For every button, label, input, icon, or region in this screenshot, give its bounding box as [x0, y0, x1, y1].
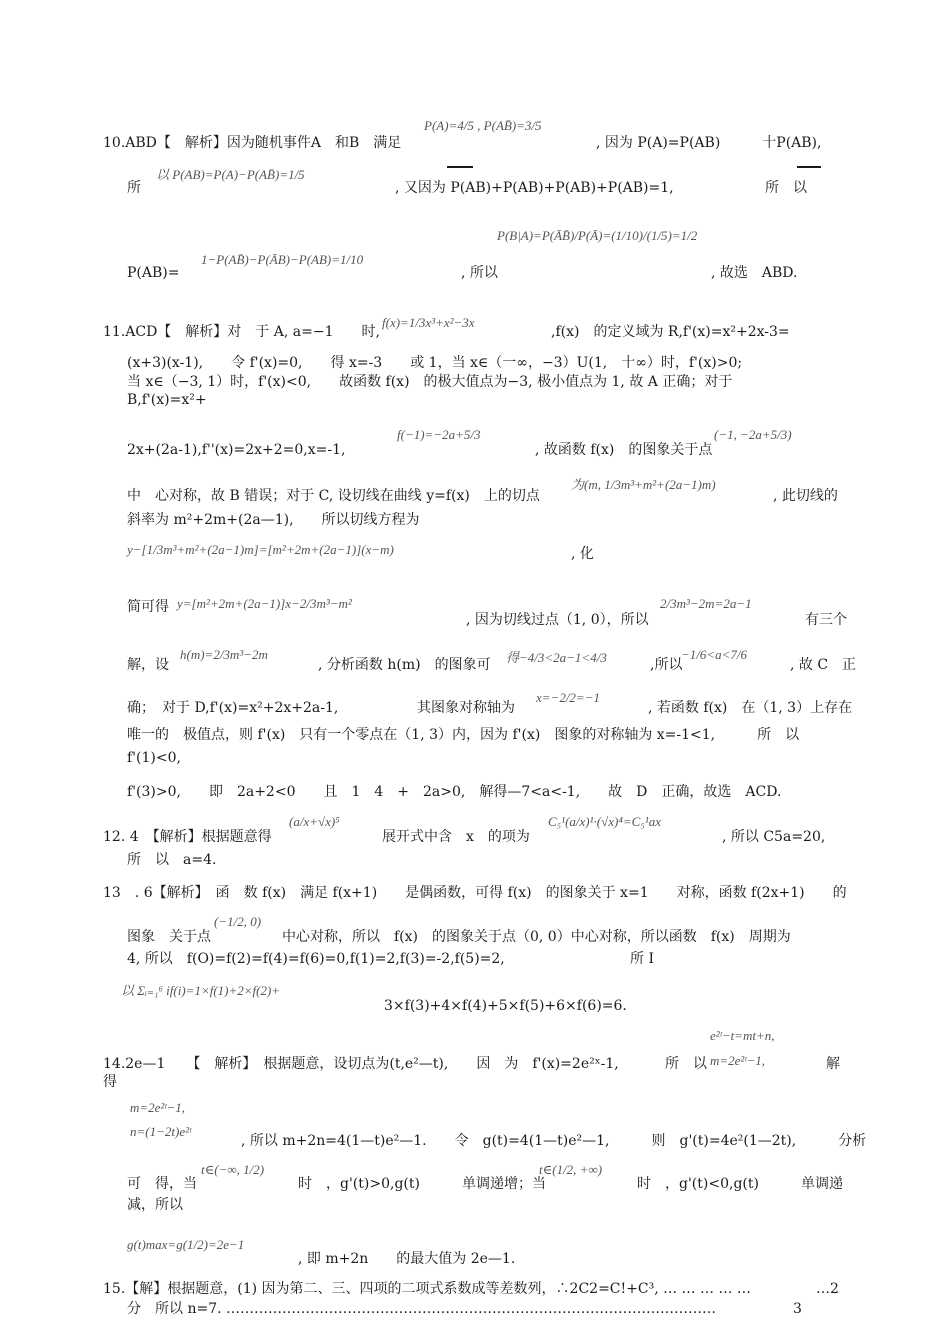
q11-line9-mid: , 因为切线过点（1, 0），所以: [466, 612, 649, 628]
q14-line2: 得: [103, 1074, 117, 1090]
q13-line3: 4, 所以 f(O)=f(2)=f(4)=f(6)=0,f(1)=2,f(3)=-2,f(5)=2,: [127, 951, 505, 967]
q11-line10: 解，设: [127, 657, 169, 673]
q14-line6: 减，所以: [127, 1197, 183, 1213]
q10-formula-2: 以 P(AB)=P(A)−P(AB̄)=1/5: [156, 167, 305, 182]
q11-line3: 当 x∈（−3, 1）时，f'(x)<0, 故函数 f(x) 的极大值点为−3, 极小值点为 1, 故 A 正确；对于: [127, 374, 733, 390]
q11-line5-mid: , 故函数 f(x) 的图象关于点: [535, 442, 713, 458]
q14-line1-tail: 解: [826, 1056, 840, 1072]
q11-line8-tail: , 化: [571, 546, 594, 562]
q12-line1-mid: 展开式中含 x 的项为: [382, 829, 530, 845]
q10-line2-start: 所: [127, 180, 141, 196]
q10-line4-mid: , 所以: [461, 265, 498, 281]
q10-overline-1: [447, 166, 473, 168]
q13-line2: 图象 关于点: [127, 929, 211, 945]
q11-line10-mid2: ,所以: [650, 657, 683, 673]
q12-line1: 12. 4 【解析】根据题意得: [103, 829, 272, 845]
q14-line1: 14.2e—1 【 解析】 根据题意，设切点为(t,e²—t), 因 为 f'(x)=2e²ˣ-1,: [103, 1056, 619, 1072]
q10-line1-tail: , 因为 P(A)=P(AB) 十P(AB),: [596, 135, 822, 151]
q13-formula-2: 以 Σᵢ₌₁⁶ if(i)=1×f(1)+2×f(2)+: [121, 983, 281, 998]
q10-line1: 10.ABD【 解析】因为随机事件A 和B 满足: [103, 135, 402, 151]
q13-line3-tail: 所 I: [630, 951, 654, 967]
q11-formula-3: (−1, −2a+5/3): [714, 427, 792, 442]
q11-line5: 2x+(2a-1),f''(x)=2x+2=0,x=-1,: [127, 442, 346, 458]
q11-line10-tail: , 故 C 正: [790, 657, 857, 673]
q11-line7: 斜率为 m²+2m+(2a—1), 所以切线方程为: [127, 512, 420, 528]
q12-line1-tail: , 所以 C5a=20,: [722, 829, 826, 845]
q10-line2-mid: , 又因为 P(AB)+P(AB)+P(AB)+P(AB)=1,: [395, 180, 674, 196]
q15-line2-tail: 3: [793, 1301, 802, 1317]
q11-line6: 中 心对称，故 B 错误；对于 C, 设切线在曲线 y=f(x) 上的切点: [127, 488, 540, 504]
q14-formula-3: g(t)max=g(1/2)=2e−1: [127, 1237, 245, 1252]
q11-formula-5: y−[1/3m³+m²+(2a−1)m]=[m²+2m+(2a−1)](x−m): [127, 542, 394, 557]
q12-answer: 所 以 a=4.: [127, 852, 217, 868]
q14-line1-mid: 所 以: [665, 1056, 707, 1072]
q15-line2: 分 所以 n=7. ……………………………………………………………………………………………: [127, 1301, 717, 1317]
q11-formula-2: f(−1)=−2a+5/3: [397, 427, 481, 442]
q11-line11-tail: , 若函数 f(x) 在（1, 3）上存在: [648, 700, 853, 716]
q14-formula-2: t∈(1/2, +∞): [539, 1162, 603, 1177]
q11-formula-11: x=−2/2=−1: [536, 690, 600, 705]
q11-line6-tail: , 此切线的: [773, 488, 838, 504]
q14-system-4: n=(1−2t)e²ᵗ: [130, 1124, 192, 1139]
q10-overline-2: [797, 166, 821, 168]
q11-formula-9: 得−4/3<2a−1<4/3: [506, 650, 607, 665]
q10-line2-end: 所 以: [765, 180, 807, 196]
q15-line1-tail: …2: [816, 1281, 839, 1297]
q10-answer: , 故选 ABD.: [711, 265, 798, 281]
q11-formula-1: f(x)=1/3x³+x²−3x: [382, 315, 475, 330]
q14-system-2: m=2e²ᵗ−1,: [710, 1053, 766, 1068]
q14-line4: , 所以 m+2n=4(1—t)e²—1. 令 g(t)=4(1—t)e²—1, 则 g'(t)=4e²(1—2t), 分析: [241, 1133, 867, 1149]
q15-line1: 15.【解】根据题意，(1) 因为第二、三、四项的二项式系数成等差数列，∴2C2=C!+C³, … … … … …: [103, 1281, 751, 1297]
q11-line1: 11.ACD【 解析】对 于 A, a=−1 时,: [103, 324, 380, 340]
q11-line11: 确； 对于 D,f'(x)=x²+2x+2a-1,: [127, 700, 339, 716]
q14-answer: , 即 m+2n 的最大值为 2e—1.: [298, 1251, 516, 1267]
q14-line5: 可 得，当: [127, 1176, 197, 1192]
q10-formula-3: P(B|A)=P(ĀB̄)/P(Ā)=(1/10)/(1/5)=1/2: [497, 228, 698, 243]
q10-line4-start: P(AB)=: [127, 265, 180, 281]
q10-formula-4: 1−P(AB̄)−P(ĀB)−P(AB)=1/10: [201, 252, 364, 267]
q11-formula-10: −1/6<a<7/6: [681, 647, 748, 662]
q11-formula-4: 为(m, 1/3m³+m²+(2a−1)m): [571, 477, 716, 492]
q11-line9: 简可得: [127, 599, 169, 615]
q11-line2: (x+3)(x-1), 令 f'(x)=0, 得 x=-3 或 1，当 x∈（一∞，−3）U(1, 十∞）时，f'(x)>0;: [127, 355, 743, 371]
q13-line1: 13 . 6【解析】 函 数 f(x) 满足 f(x+1) 是偶函数，可得 f(x) 的图象关于 x=1 对称，函数 f(2x+1) 的: [103, 885, 847, 901]
q10-formula-1: P(A)=4/5 , P(AB̄)=3/5: [424, 118, 542, 133]
q11-line1-tail: ,f(x) 的定义域为 R,f'(x)=x²+2x-3=: [551, 324, 790, 340]
q11-formula-7: 2/3m³−2m=2a−1: [660, 596, 752, 611]
q11-line10-mid: , 分析函数 h(m) 的图象可: [318, 657, 491, 673]
q13-formula-1: (−1/2, 0): [214, 914, 262, 929]
q14-line5-tail: 时 ，g'(t)<0,g(t) 单调递: [637, 1176, 843, 1192]
q11-answer: f'(3)>0, 即 2a+2<0 且 1 4 + 2a>0, 解得—7<a<-1, 故 D 正确，故选 ACD.: [127, 784, 782, 800]
q14-formula-1: t∈(−∞, 1/2): [201, 1162, 265, 1177]
q11-line13: f'(1)<0,: [127, 750, 181, 766]
q11-line12: 唯一的 极值点，则 f'(x) 只有一个零点在（1, 3）内，因为 f'(x) 图象的对称轴为 x=-1<1, 所 以: [127, 727, 800, 743]
q14-system-1: e²ᵗ−t=mt+n,: [710, 1028, 775, 1043]
q14-system-3: m=2e²ᵗ−1,: [130, 1100, 186, 1115]
q11-line9-tail: 有三个: [805, 612, 847, 628]
q11-formula-6: y=[m²+2m+(2a−1)]x−2/3m³−m²: [177, 596, 352, 611]
q14-line5-mid: 时 ，g'(t)>0,g(t) 单调递增；当: [298, 1176, 546, 1192]
q12-formula-1: (a/x+√x)⁵: [289, 814, 340, 829]
q12-formula-2: C₅¹(a/x)¹·(√x)⁴=C₅¹ax: [548, 814, 661, 829]
q11-formula-8: h(m)=2/3m³−2m: [180, 647, 268, 662]
q13-answer: 3×f(3)+4×f(4)+5×f(5)+6×f(6)=6.: [384, 998, 627, 1014]
q11-line4: B,f'(x)=x²+: [127, 392, 207, 408]
q11-line11-mid: 其图象对称轴为: [417, 700, 515, 716]
q13-line2-tail: 中心对称，所以 f(x) 的图象关于点（0, 0）中心对称，所以函数 f(x) 周期为: [282, 929, 791, 945]
